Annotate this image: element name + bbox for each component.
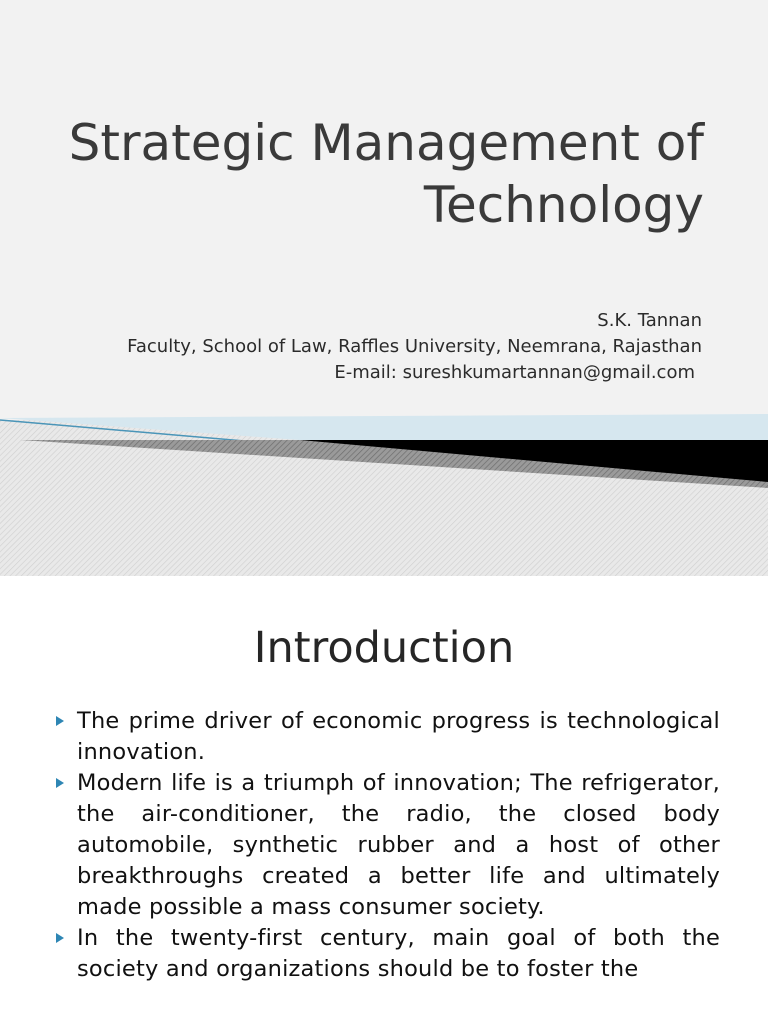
- triangle-bullet-icon: [56, 716, 64, 726]
- author-email: E-mail: sureshkumartannan@gmail.com: [334, 362, 695, 383]
- bullet-list: [56, 706, 720, 985]
- introduction-slide: [0, 576, 768, 1024]
- triangle-bullet-icon: [56, 778, 64, 788]
- triangle-bullet-icon: [56, 933, 64, 943]
- list-item: [56, 768, 720, 923]
- slide-title: [24, 112, 704, 236]
- slide-heading: Introduction: [253, 623, 515, 673]
- title-line-2: Technology: [423, 176, 704, 234]
- list-item: [56, 706, 720, 768]
- author-block: [22, 308, 702, 386]
- bullet-text: Modern life is a triumph of innovation; The refrigerator, the air-conditioner, the radio, the closed body automobile, synthetic rubber and a host of other breakthroughs created a better life and ultimately made possible a mass consumer society.: [77, 770, 720, 920]
- list-item: [56, 923, 720, 985]
- bullet-text: The prime driver of economic progress is technological innovation.: [77, 708, 720, 765]
- author-affiliation: Faculty, School of Law, Raffles University, Neemrana, Rajasthan: [127, 336, 702, 357]
- title-line-1: Strategic Management of: [68, 114, 704, 172]
- bullet-text: In the twenty-first century, main goal of both the society and organizations should be to foster the: [77, 925, 720, 982]
- author-name: S.K. Tannan: [597, 310, 702, 331]
- decorative-band: [0, 410, 768, 576]
